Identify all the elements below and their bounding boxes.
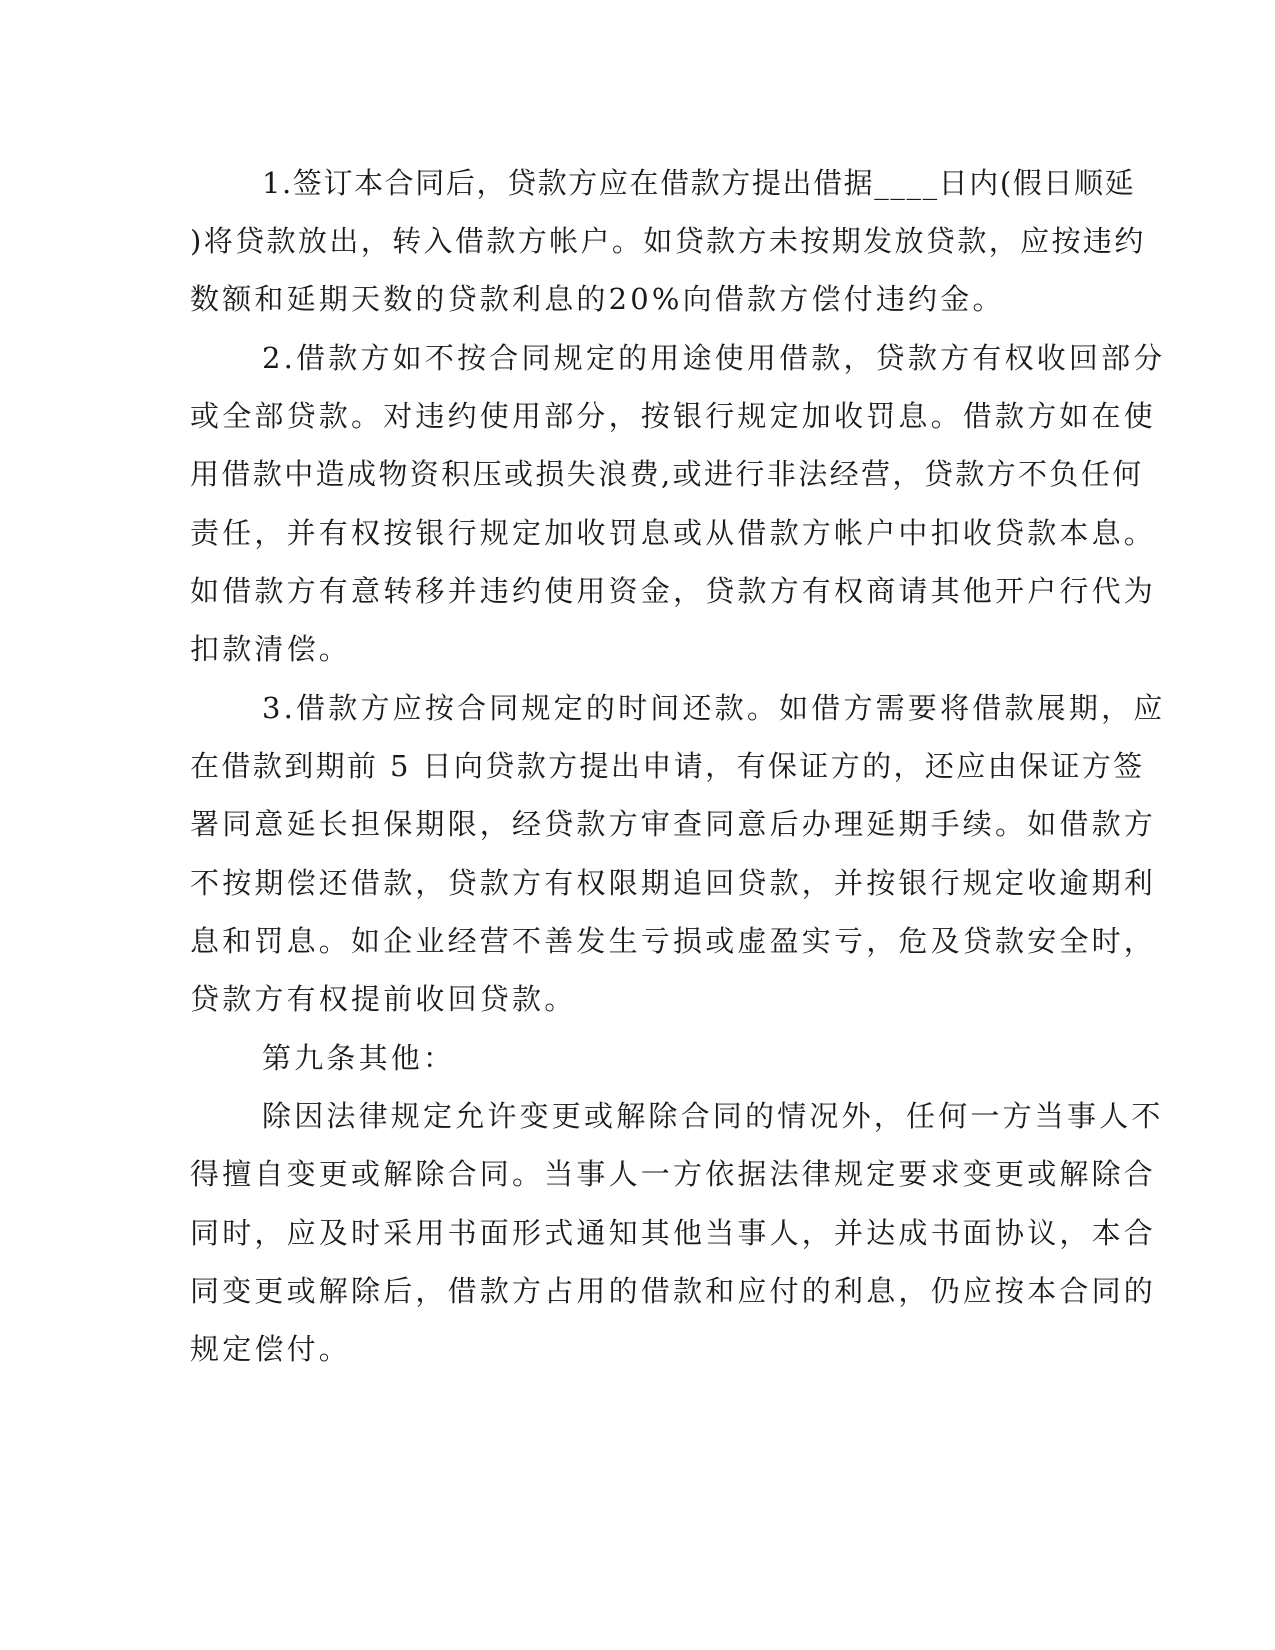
text-line: 1.签订本合同后，贷款方应在借款方提出借据____日内(假日顺延 [262,166,1136,200]
text-line: 责任，并有权按银行规定加收罚息或从借款方帐户中扣收贷款本息。 [190,516,1157,550]
text-line: 用借款中造成物资积压或损失浪费,或进行非法经营，贷款方不负任何 [190,457,1144,491]
section-heading: 第九条其他： [262,1041,456,1075]
text-line: 署同意延长担保期限，经贷款方审查同意后办理延期手续。如借款方 [190,807,1157,841]
text-line: 得擅自变更或解除合同。当事人一方依据法律规定要求变更或解除合 [190,1157,1157,1191]
text-line: )将贷款放出，转入借款方帐户。如贷款方未按期发放贷款，应按违约 [190,224,1146,258]
text-line: 2.借款方如不按合同规定的用途使用借款，贷款方有权收回部分 [262,341,1166,375]
text-line: 同时，应及时采用书面形式通知其他当事人，并达成书面协议，本合 [190,1216,1157,1250]
text-line: 在借款到期前 5 日向贷款方提出申请，有保证方的，还应由保证方签 [190,749,1145,783]
text-line: 扣款清偿。 [190,632,352,666]
text-line: 同变更或解除后，借款方占用的借款和应付的利息，仍应按本合同的 [190,1274,1157,1308]
text-line: 息和罚息。如企业经营不善发生亏损或虚盈实亏，危及贷款安全时， [190,924,1157,958]
text-line: 3.借款方应按合同规定的时间还款。如借方需要将借款展期，应 [262,691,1166,725]
text-line: 除因法律规定允许变更或解除合同的情况外，任何一方当事人不 [262,1099,1164,1133]
text-line: 规定偿付。 [190,1332,352,1366]
text-line: 不按期偿还借款，贷款方有权限期追回贷款，并按银行规定收逾期利 [190,866,1157,900]
text-line: 或全部贷款。对违约使用部分，按银行规定加收罚息。借款方如在使 [190,399,1157,433]
text-line: 数额和延期天数的贷款利息的20%向借款方偿付违约金。 [190,282,1005,316]
text-line: 贷款方有权提前收回贷款。 [190,982,577,1016]
text-line: 如借款方有意转移并违约使用资金，贷款方有权商请其他开户行代为 [190,574,1157,608]
